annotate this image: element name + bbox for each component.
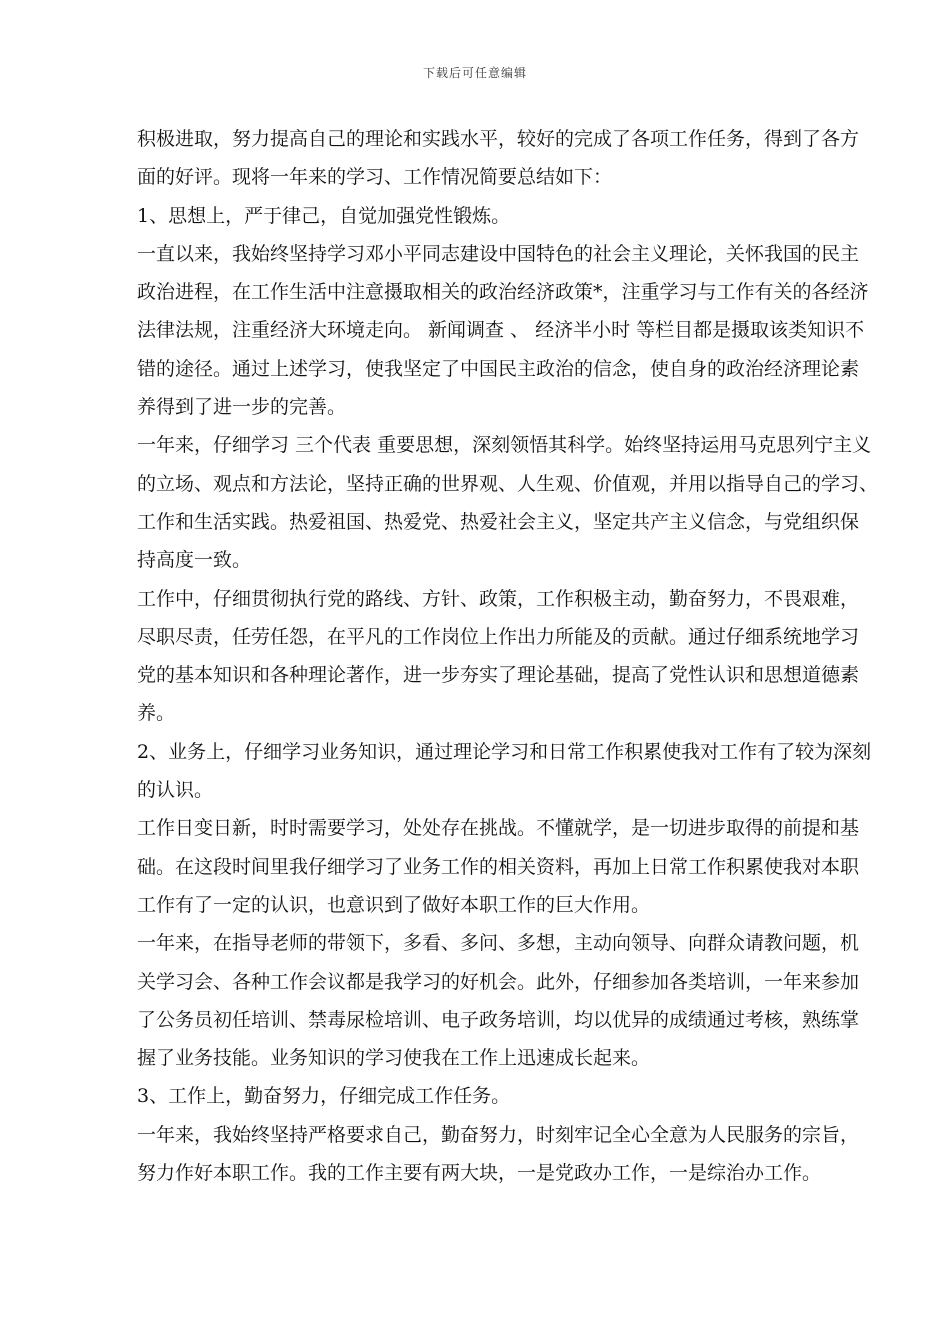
section-heading-2: 2、业务上，仔细学习业务知识，通过理论学习和日常工作积累使我对工作有了较为深刻 (137, 740, 872, 763)
text-line: 关学习会、各种工作会议都是我学习的好机会。此外，仔细参加各类培训，一年来参加 (137, 970, 860, 993)
text-line: 持高度一致。 (137, 549, 252, 572)
text-line: 积极进取，努力提高自己的理论和实践水平，较好的完成了各项工作任务，得到了各方 (137, 128, 860, 150)
text-line: 政治进程，在工作生活中注意摄取相关的政治经济政策*，注重学习与工作有关的各经济 (137, 281, 869, 304)
text-line: 一年来，我始终坚持严格要求自己，勤奋努力，时刻牢记全心全意为人民服务的宗旨， (137, 1123, 860, 1146)
text-line: 握了业务技能。业务知识的学习使我在工作上迅速成长起来。 (137, 1047, 651, 1070)
document-body (137, 120, 897, 1192)
section-heading-1: 1、思想上，严于律己，自觉加强党性锻炼。 (137, 204, 511, 227)
text-line: 养。 (137, 702, 176, 725)
text-line: 党的基本知识和各种理论著作，进一步夯实了理论基础，提高了党性认识和思想道德素 (137, 664, 860, 687)
text-line: 一年来，仔细学习 三个代表 重要思想，深刻领悟其科学。始终坚持运用马克思列宁主义 (137, 434, 872, 457)
text-line: 的立场、观点和方法论，坚持正确的世界观、人生观、价值观，并用以指导自己的学习、 (137, 472, 879, 495)
text-line: 工作和生活实践。热爱祖国、热爱党、热爱社会主义，坚定共产主义信念，与党组织保 (137, 510, 860, 533)
section-heading-3: 3、工作上，勤奋努力，仔细完成工作任务。 (137, 1085, 511, 1108)
text-line: 法律法规，注重经济大环境走向。 新闻调查 、 经济半小时 等栏目都是摄取该类知识不 (137, 319, 865, 342)
text-line: 错的途径。通过上述学习，使我坚定了中国民主政治的信念，使自身的政治经济理论素 (137, 357, 860, 380)
page-header: 下载后可任意编辑 (422, 66, 527, 80)
text-line: 尽职尽责，任劳任怨，在平凡的工作岗位上作出力所能及的贡献。通过仔细系统地学习 (137, 625, 860, 648)
text-line: 工作中，仔细贯彻执行党的路线、方针、政策，工作积极主动，勤奋努力，不畏艰难， (137, 587, 860, 610)
text-line: 工作日变日新，时时需要学习，处处存在挑战。不懂就学，是一切进步取得的前提和基 (137, 817, 860, 840)
text-line: 的认识。 (137, 779, 214, 802)
text-line: 一年来，在指导老师的带领下，多看、多问、多想，主动向领导、向群众请教问题，机 (137, 932, 860, 955)
text-line: 础。在这段时间里我仔细学习了业务工作的相关资料，再加上日常工作积累使我对本职 (137, 855, 860, 878)
text-line: 面的好评。现将一年来的学习、工作情况简要总结如下： (137, 166, 613, 189)
text-line: 工作有了一定的认识，也意识到了做好本职工作的巨大作用。 (137, 893, 651, 916)
text-line: 了公务员初任培训、禁毒尿检培训、电子政务培训，均以优异的成绩通过考核，熟练掌 (137, 1008, 860, 1031)
text-line: 养得到了进一步的完善。 (137, 396, 347, 419)
text-line: 一直以来，我始终坚持学习邓小平同志建设中国特色的社会主义理论，关怀我国的民主 (137, 242, 860, 265)
text-line: 努力作好本职工作。我的工作主要有两大块，一是党政办工作，一是综治办工作。 (137, 1162, 822, 1185)
